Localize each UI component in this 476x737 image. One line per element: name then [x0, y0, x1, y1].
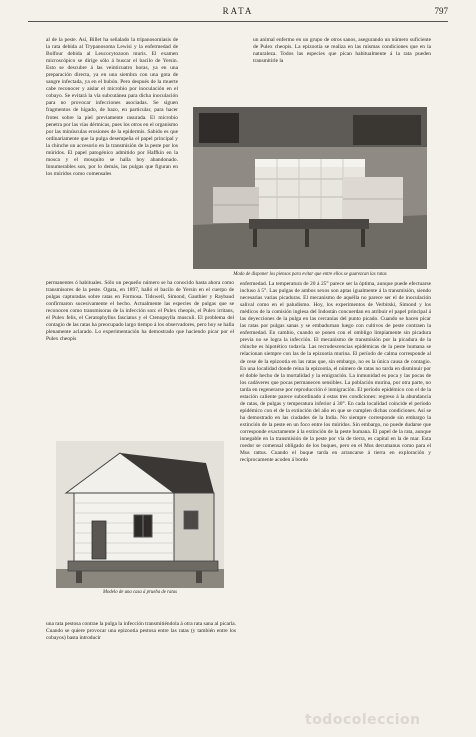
figure-caption: Modo de disponer los piensos para evitar que entre ellos se guarezcan las ratas — [233, 272, 387, 277]
watermark-logo: todocoleccion — [305, 712, 421, 728]
paragraph: un animal enfermo en un grupo de otros sanos, asegurando un número suficiente de Pulex cheopis. La epizootia se realiza en las mismas condiciones que en la naturaleza. Todos las especies que pican habitualmente á la rata pueden transmitirle la — [253, 37, 431, 65]
paragraph: enfermedad. La temperatura de 20 á 25° parece ser la óptima, aunque puede efectuarse incluso á 5°. Las pulgas de ambos sexos son aptas igualmente á la transmisión, siendo necesarias varias picaduras. El mecanismo de aquélla no parece ser el de inoculación salival como en el paludismo. Hoy, los experimentos de Verbitski, Simond y los médicos de la comisión inglesa del Indostán concuerdan en atribuir el papel principal á las deyecciones de la pulga en las cercanías del punto picado. Cuando se hacen picar las ratas por pulgas sanas y se embadurnan luego con cultivos de peste contraen la enfermedad. En cambio, cuando se ponen con el ombligo limpiamente sin picadura previa no se logra la infección. El mecanismo de transmisión por la picadura de la chinche es hipotético todavía. Las recrudescencias epidémicas de la peste humana se relacionan siempre con las de la epizootia murina. El período de calma corresponde al de cese de la epizootia en las ratas que, sin embargo, no es la única causa de contagio. En una localidad donde reina la epizootia, el número de ratas no tarda en disminuir por el doble hecho de la mortalidad y la emigración. La inmunidad es poca y las pocas de los cadáveres que pocas permanecen sensibles. La población murina, por otra parte, no tarda en regenerarse por reproducción é inmigración. El período epidémico con el de la estación caliente parece subordinado á estas tres condiciones: regreso á la abundancia de ratas, de pulgas y temperatura inferior á 30°. En cada localidad coincide el período epidémico con el de la extinción del año en que se cumplen dichas condiciones. Así se ha demostrado en las ciudades de la India. No siempre corresponde sin embargo la extinción de la peste en un foco entre los múridos. Sin embargo, no puede dudarse que corresponde exactamente á la extinción de la peste humana. El papel de la rata, aunque innegable en la transmisión de la peste por vía de tierra, es capital en la de mar. Esta roedor se comensal obligado de los buques, pero en el Mus decumanus como para el Mus rattus. Cuando el buque tarda en arrancarse á tierra en exploración y recíprocamente acoden á bordo — [240, 281, 431, 464]
page-number: 797 — [434, 6, 448, 16]
text-column-right-top — [253, 37, 431, 93]
text-column-left-bottom — [46, 621, 236, 691]
paragraph: una rata pestosa contrae la pulga la infección transmitiéndola á otra rata sana al picarla. Cuando se quiere provocar una epizootia pestosa entre las ratas (y también entre los cobayos) basta introducir — [46, 621, 236, 642]
paragraph: al de la peste. Así, Billet ha señalado la tripanosomiasis de la rata debida al Trypanosoma Lewisi y la enfermedad de Bolfour debida al Leucocytozoon muris. El examen microscópico se dirige sólo á buscar el bacilo de Yersin. Esto se descubre á las veinticuatro horas, ya en una preparación directa, ya en una siembra con una gota de sangre infectada, ya en el bubón. Pero después de la muerte cabe reconocer y aislar el microbio por inoculación en el cobayo. Se evitará la vía subcutánea para dicha inoculación para no provocar infecciones asociadas. Se siguen fragmentos de hígado, de bazo, en particular, para hacer frotes sobre la piel previamente rasurada. El microbio penetra por las vías dérmicas, pues los otros en el organismo por las minúsculas erosiones de la epidermis. Sabido es que ordinariamente que la pulga desempeña el papel principal y la chinche un accesorio en la transmisión de la peste por los múridos. El papel patogénico admitido por Haffkin en la mosca y el mosquito se halla hoy abandonado. Innumerables son, por lo demás, las pulgas que figuran en los múridos como comensales — [46, 37, 178, 177]
page-header — [28, 6, 448, 20]
photo-rat-proof-house-model — [56, 441, 224, 588]
text-column-right-bottom — [240, 281, 431, 691]
paragraph: permanentes ó habituales. Sólo un pequeño número se ha conocido hasta ahora como transmisores de la peste. Ogata, en 1897, halló el bacilo de Yersin en el cuerpo de pulgas capturadas sobre ratas en Formosa. Tidswell, Simond, Gauthier y Raybaud confirmaron sucesivamente el hecho. Actualmente las especies de pulgas que se reconocen como transmisoras de la infección son: el Pulex cheopis, el Pulex irritans, el Pulex felis, el Ceratophyllus fasciatus y el Ctenopsylla musculi. El problema del contagio de las ratas ha preocupado largo tiempo á los observadores, pero hoy se halla plenamente aclarado. Lo experimentación ha demostrado que haciendo picar por el Pulex cheopis — [46, 280, 234, 343]
header-rule — [28, 21, 448, 22]
text-column-left-top — [46, 37, 178, 277]
running-title: RATA — [222, 6, 254, 16]
figure-caption: Modelo de una casa á prueba de ratas — [103, 590, 177, 595]
photo-stacked-feed-sacks — [193, 107, 427, 269]
text-column-left-wide — [46, 280, 234, 430]
